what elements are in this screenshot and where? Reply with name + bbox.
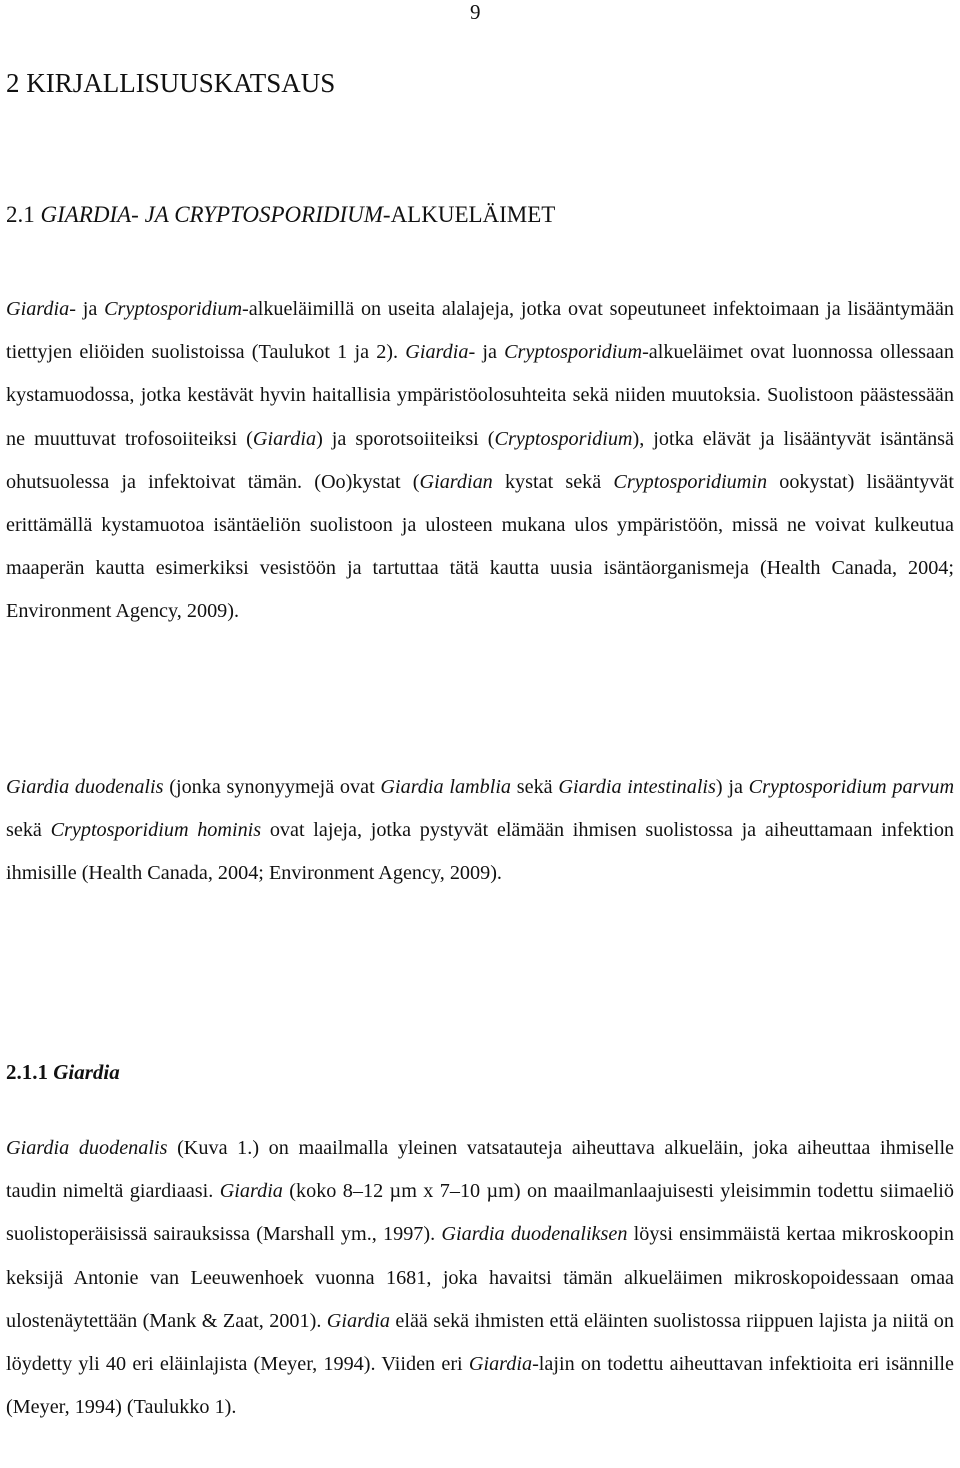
text-run: elää sekä ihmisten että eläinten suolistossa riippuen lajista ja niitä on löydetty yli 40 eri eläinlajista (Meyer, 1994). Viiden eri [6,1309,954,1376]
text-run: - ja [69,298,105,320]
italic-run: Giardia duodenaliksen [441,1223,628,1246]
italic-run: Giardia [219,1180,283,1203]
italic-run: Giardia duodenalis [6,776,164,798]
text-run: ookystat) lisääntyvät erittämällä kystamuotoa isäntäeliön suolistoon ja ulosteen mukana ulos ympäristöön, missä ne voivat kulkeutua maaperän kautta esimerkiksi vesistöön ja tartuttaa tätä kautta uusia isäntäorganismeja (Health Canada, 2004; Environment Agency, 2009). [6,470,954,623]
italic-run: Giardia [468,1353,533,1376]
text-run: löysi ensimmäistä kertaa mikroskoopin keksijä Antonie van Leeuwenhoek vuonna 1681, joka havaitsi tämän alkueläimen mikroskopoidessaan omaa ulostenäytettään (Mank & Zaat, 2001). [6,1223,954,1332]
subsection-heading [6,1060,120,1085]
text-run: ovat lajeja, jotka pystyvät elämään ihmisen suolistossa ja aiheuttamaan infektion ihmisille (Health Canada, 2004; Environment Agency, 2009). [6,819,955,885]
section-title-rest: -ALKUELÄIMET [382,202,556,227]
italic-run: Cryptosporidium [504,341,643,364]
italic-run: Giardia [405,341,469,364]
chapter-heading: 2 KIRJALLISUUSKATSAUS [6,68,336,98]
italic-run: Giardian [419,470,493,493]
italic-run: Cryptosporidium [104,298,243,320]
italic-run: Giardia [326,1309,390,1332]
section-number: 2.1 [6,202,35,227]
text-run: sekä [511,776,559,798]
text-run: kystat sekä [492,470,614,493]
italic-run: Cryptosporidium hominis [50,819,262,842]
text-run: -alkueläimillä on useita alalajeja, jotka ovat sopeutuneet infektoimaan ja lisääntymään tiettyjen eliöiden suolistoissa (Taulukot 1 ja 2). [6,298,954,364]
text-run: -lajin on todettu aiheuttavan infektioita eri isännille (Meyer, 1994) (Taulukko 1). [6,1353,954,1419]
italic-run: Giardia lamblia [380,776,512,798]
page-number: 9 [470,0,481,24]
section-title-italic: GIARDIA- JA CRYPTOSPORIDIUM [40,202,383,227]
text-run: (koko 8–12 µm x 7–10 µm) on maailmanlaajuisesti yleisimmin todettu siimaeliö suolistoperäisissä sairauksissa (Marshall ym., 1997). [6,1180,955,1246]
section-heading [6,202,555,228]
text-run: - ja [468,341,505,364]
text-run: ) ja sporotsoiiteiksi ( [316,427,495,450]
text-run: -alkueläimet ovat luonnossa ollessaan kystamuodossa, jotka kestävät hyvin haitallisia ympäristöolosuhteita sekä niiden muutoksia. Suolistoon päästessään ne muuttuvat trofosoiiteiksi ( [6,341,954,450]
italic-run: Giardia [252,427,317,450]
text-run: ) ja [715,776,749,798]
italic-run: Cryptosporidium [494,427,633,450]
text-run: ), jotka elävät ja lisääntyvät isäntänsä ohutsuolessa ja infektoivat tämän. (Oo)kystat ( [6,427,954,493]
italic-run: Giardia intestinalis [558,776,716,798]
italic-run: Giardia [6,298,70,320]
text-run: sekä [6,819,51,842]
italic-run: Cryptosporidiumin [613,470,768,493]
paragraph-2 [6,766,954,896]
text-run: (jonka synonyymejä ovat [163,776,381,798]
italic-run: Cryptosporidium parvum [748,776,955,798]
paragraph-1 [6,288,954,634]
subsection-title: Giardia [53,1060,120,1084]
subsection-number: 2.1.1 [6,1060,48,1084]
text-run: (Kuva 1.) on maailmalla yleinen vatsatauteja aiheuttava alkueläin, joka aiheuttaa ihmiselle taudin nimeltä giardiaasi. [6,1137,955,1203]
paragraph-3 [6,1127,954,1429]
italic-run: Giardia duodenalis [6,1137,168,1159]
